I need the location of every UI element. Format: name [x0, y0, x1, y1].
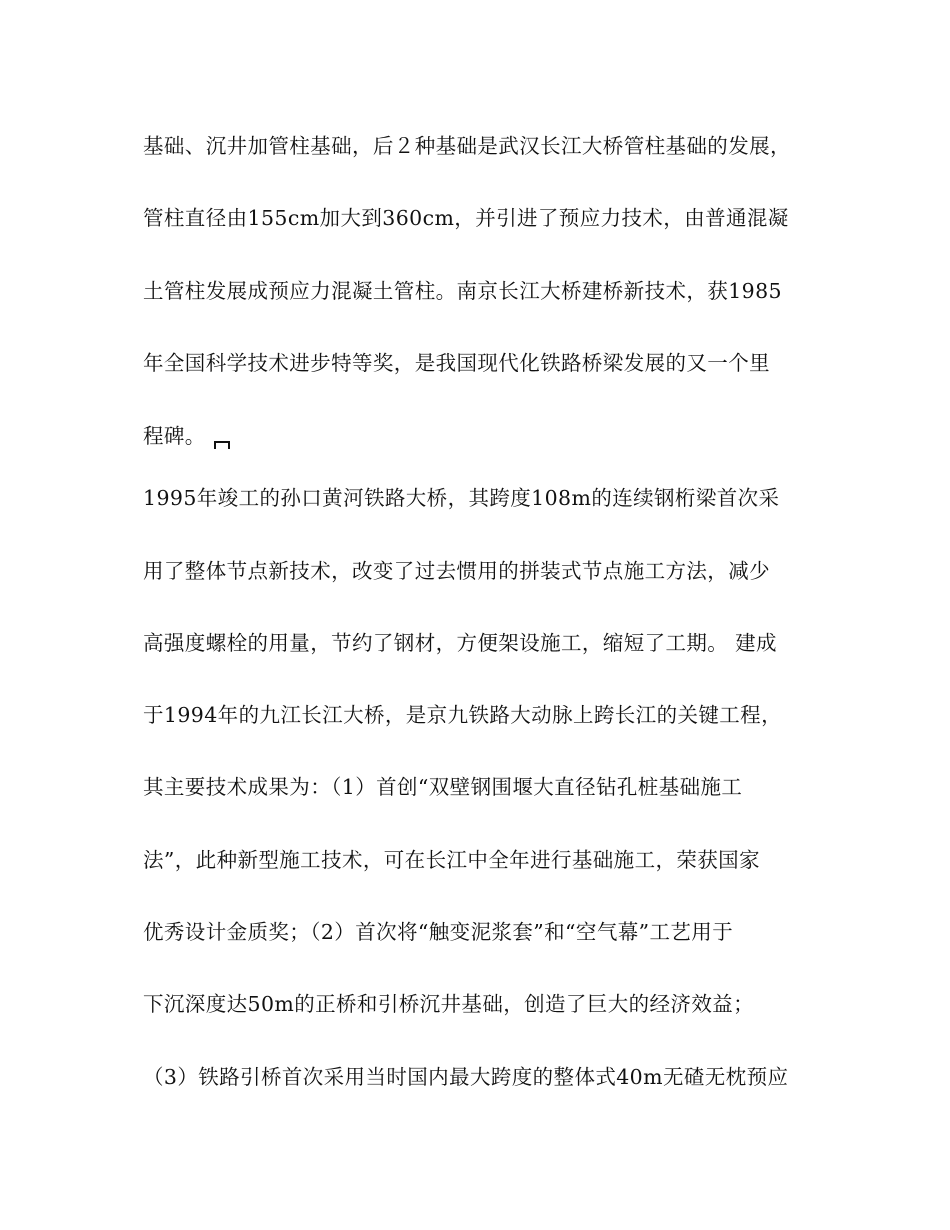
text-line-5	[143, 418, 823, 454]
text-line-6: 1995年竣工的孙口黄河铁路大桥，其跨度108m的连续钢桁梁首次采	[143, 486, 780, 510]
text-line-2: 管柱直径由155cm加大到360cm，并引进了预应力技术，由普通混凝	[143, 206, 789, 230]
text-line-4: 年全国科学技术进步特等奖，是我国现代化铁路桥梁发展的又一个里	[143, 351, 770, 375]
text-line-13: 下沉深度达50m的正桥和引桥沉井基础，创造了巨大的经济效益；	[143, 992, 755, 1016]
bracket-mark-icon	[214, 441, 230, 449]
text-line-10: 其主要技术成果为：（1）首创“双壁钢围堰大直径钻孔桩基础施工	[143, 775, 743, 799]
text-line-1: 基础、沉井加管柱基础，后２种基础是武汉长江大桥管柱基础的发展，	[143, 134, 791, 158]
text-line-3: 土管柱发展成预应力混凝土管柱。南京长江大桥建桥新技术，获1985	[143, 279, 782, 303]
text-line-14: （3）铁路引桥首次采用当时国内最大跨度的整体式40m无碴无枕预应	[143, 1065, 789, 1089]
text-line-12: 优秀设计金质奖；（2）首次将“触变泥浆套”和“空气幕”工艺用于	[143, 920, 734, 944]
text-line-8: 高强度螺栓的用量，节约了钢材，方便架设施工，缩短了工期。 建成	[143, 631, 777, 655]
text-line-5-content: 程碑。	[143, 424, 206, 448]
text-line-11: 法”，此种新型施工技术，可在长江中全年进行基础施工，荣获国家	[143, 848, 760, 872]
text-line-9: 于1994年的九江长江大桥，是京九铁路大动脉上跨长江的关键工程，	[143, 703, 782, 727]
text-line-7: 用了整体节点新技术，改变了过去惯用的拼装式节点施工方法，减少	[143, 559, 770, 583]
